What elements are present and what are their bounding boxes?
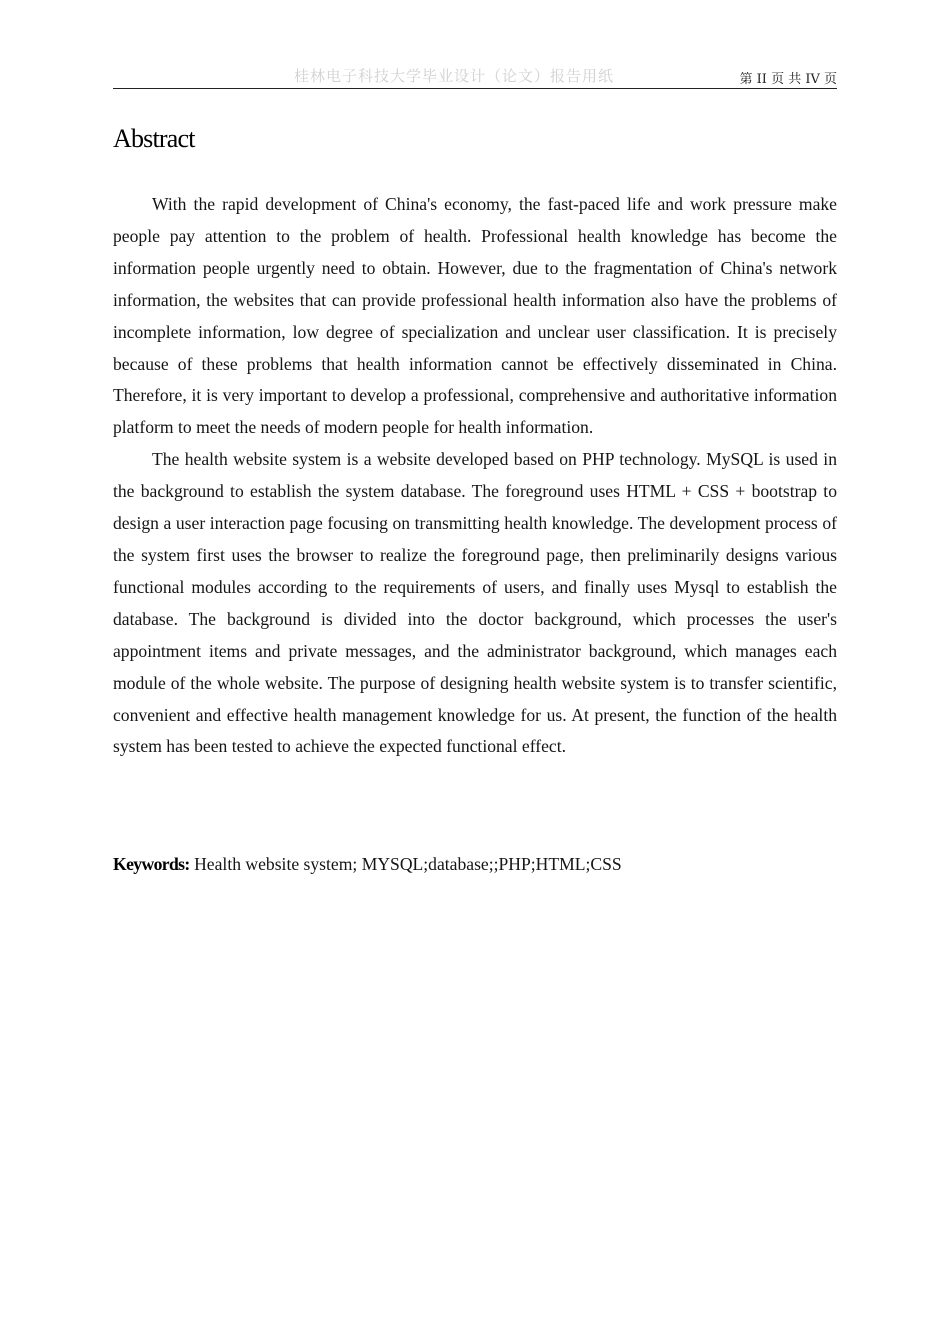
- keywords-line: [113, 849, 622, 879]
- keywords-value: Health website system; MYSQL;database;;PHP;HTML;CSS: [189, 854, 622, 874]
- abstract-paragraph-2: The health website system is a website developed based on PHP technology. MySQL is used in the background to establish the system database. The foreground uses HTML + CSS + bootstrap to design a user interaction page focusing on transmitting health knowledge. The development process of the system first uses the browser to realize the foreground page, then preliminarily designs various functional modules according to the requirements of users, and finally uses Mysql to establish the database. The background is divided into the doctor background, which processes the user's appointment items and private messages, and the administrator background, which manages each module of the whole website. The purpose of designing health website system is to transfer scientific, convenient and effective health management knowledge for us. At present, the function of the health system has been tested to achieve the expected functional effect.: [113, 449, 837, 757]
- page-header: [113, 62, 837, 89]
- abstract-paragraph-1: With the rapid development of China's economy, the fast-paced life and work pressure make people pay attention to the problem of health. Professional health knowledge has become the information people urgently need to obtain. However, due to the fragmentation of China's network information, the websites that can provide professional health information also have the problems of incomplete information, low degree of specialization and unclear user classification. It is precisely because of these problems that health information cannot be effectively disseminated in China. Therefore, it is very important to develop a professional, comprehensive and authoritative information platform to meet the needs of modern people for health information.: [113, 194, 837, 438]
- keywords-label: Keywords:: [113, 854, 190, 874]
- page-number-indicator: 第 II 页 共 IV 页: [739, 72, 837, 87]
- abstract-heading: Abstract: [113, 124, 195, 153]
- university-header-title: 桂林电子科技大学毕业设计（论文）报告用纸: [294, 67, 615, 85]
- abstract-body: [113, 189, 837, 763]
